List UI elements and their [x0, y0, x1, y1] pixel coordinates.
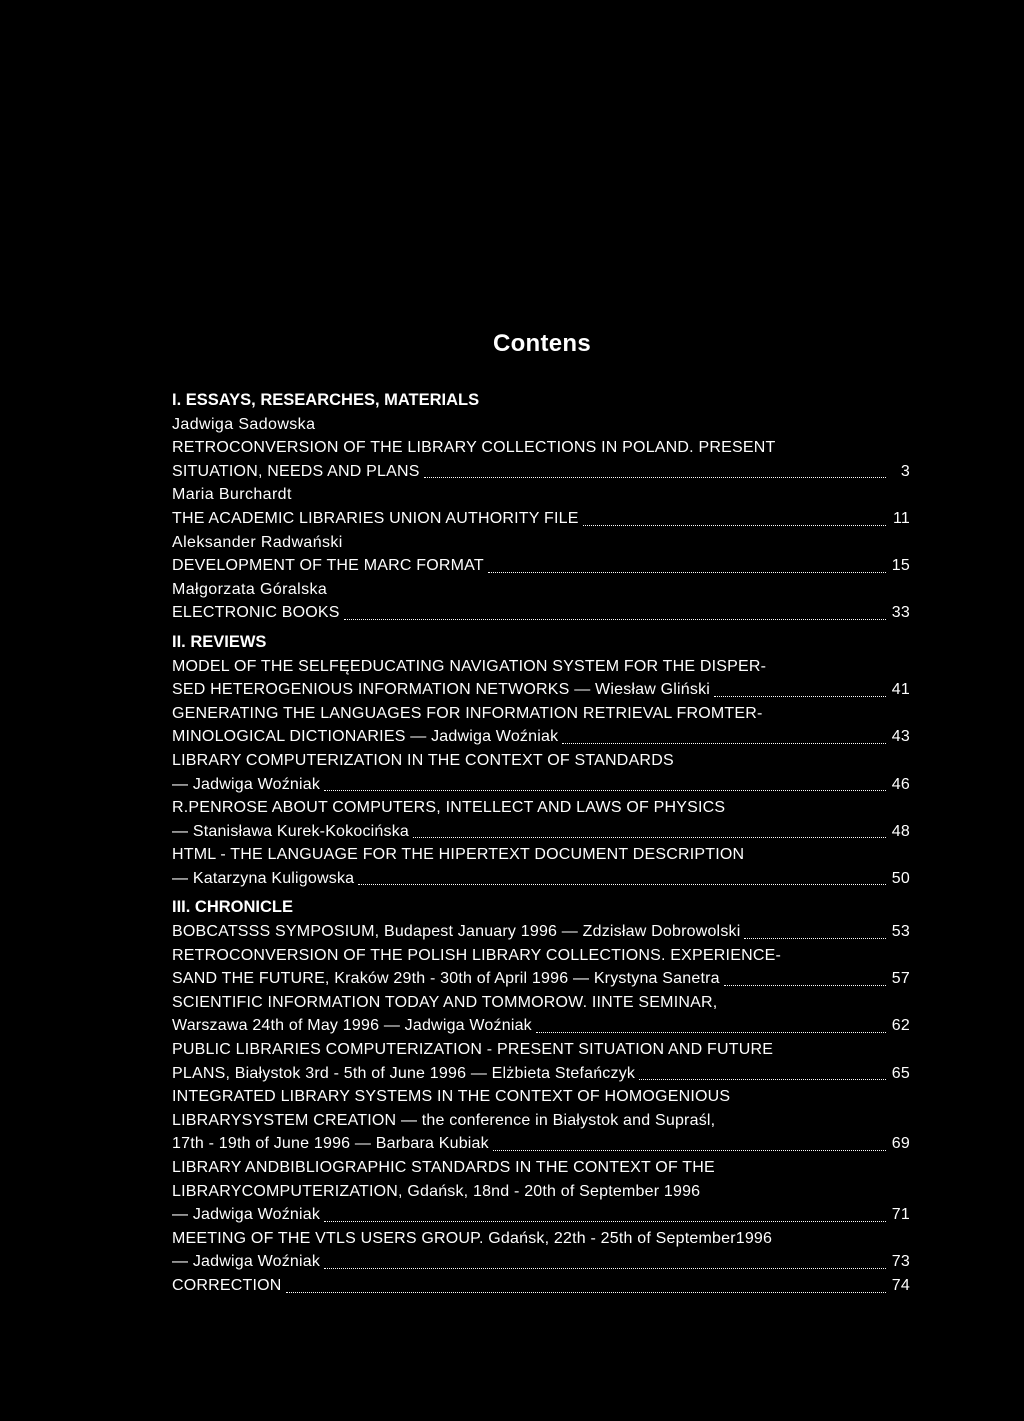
toc-entry[interactable]: — Stanisława Kurek-Kokocińska 48 — [172, 820, 910, 844]
entry-author: Małgorzata Góralska — [172, 580, 328, 598]
toc-entry[interactable]: DEVELOPMENT OF THE MARC FORMAT 15 — [172, 554, 910, 578]
toc-entry[interactable]: SITUATION, NEEDS AND PLANS 3 — [172, 460, 910, 484]
entry-title-line: LIBRARYSYSTEM CREATION — the conference in Białystok and Supraśl, — [172, 1111, 716, 1129]
toc-entry[interactable]: BOBCATSSS SYMPOSIUM, Budapest January 1996 — Zdzisław Dobrowolski 53 — [172, 920, 910, 944]
dot-leader — [424, 476, 886, 478]
page-number: 48 — [891, 822, 910, 840]
entry-title-line: INTEGRATED LIBRARY SYSTEMS IN THE CONTEXT OF HOMOGENIOUS — [172, 1088, 731, 1106]
entry-title-line: HTML - THE LANGUAGE FOR THE HIPERTEXT DOCUMENT DESCRIPTION — [172, 846, 745, 864]
toc-entry[interactable]: MINOLOGICAL DICTIONARIES — Jadwiga Woźniak 43 — [172, 725, 910, 749]
dot-leader — [583, 524, 886, 526]
dot-leader — [639, 1078, 886, 1080]
entry-author: Jadwiga Sadowska — [172, 415, 316, 433]
dot-leader — [413, 836, 886, 838]
entry-title-line: RETROCONVERSION OF THE LIBRARY COLLECTIONS IN POLAND. PRESENT — [172, 439, 776, 457]
entry-title-line: LIBRARY COMPUTERIZATION IN THE CONTEXT OF STANDARDS — [172, 751, 674, 769]
page-number: 11 — [892, 509, 910, 527]
page-number: 33 — [891, 604, 910, 622]
dot-leader — [536, 1031, 886, 1033]
toc-entry[interactable]: PLANS, Białystok 3rd - 5th of June 1996 — Elżbieta Stefańczyk 65 — [172, 1062, 910, 1086]
dot-leader — [714, 695, 886, 697]
dot-leader — [724, 984, 886, 986]
dot-leader — [344, 618, 886, 620]
page-title: Contens — [492, 330, 592, 357]
section-heading: II. REVIEWS — [172, 632, 267, 651]
dot-leader — [324, 789, 886, 791]
page-number: 73 — [891, 1253, 910, 1271]
page-number: 69 — [891, 1135, 910, 1153]
page-number: 3 — [900, 462, 910, 480]
toc-entry[interactable]: SED HETEROGENIOUS INFORMATION NETWORKS — Wiesław Gliński 41 — [172, 678, 910, 702]
page-number: 43 — [891, 728, 910, 746]
entry-title-line: R.PENROSE ABOUT COMPUTERS, INTELLECT AND LAWS OF PHYSICS — [172, 799, 726, 817]
page-number: 50 — [891, 869, 910, 887]
page-number: 41 — [891, 681, 910, 699]
entry-title-line: GENERATING THE LANGUAGES FOR INFORMATION RETRIEVAL FROMTER- — [172, 704, 763, 722]
entry-title-line: LIBRARY ANDBIBLIOGRAPHIC STANDARDS IN THE CONTEXT OF THE — [172, 1159, 715, 1176]
entry-title-line: MEETING OF THE VTLS USERS GROUP. Gdańsk, 22th - 25th of September1996 — [172, 1229, 773, 1247]
table-of-contents — [172, 389, 910, 1298]
toc-entry[interactable]: — Jadwiga Woźniak 46 — [172, 773, 910, 797]
page-number: 62 — [891, 1017, 910, 1035]
page-number: 74 — [891, 1276, 910, 1294]
dot-leader — [493, 1149, 886, 1151]
toc-entry[interactable]: — Jadwiga Woźniak 71 — [172, 1203, 910, 1227]
page-number: 53 — [891, 923, 910, 941]
page-number: 46 — [891, 775, 910, 793]
toc-entry[interactable]: THE ACADEMIC LIBRARIES UNION AUTHORITY FILE 11 — [172, 507, 910, 531]
toc-entry[interactable]: — Katarzyna Kuligowska 50 — [172, 867, 910, 891]
dot-leader — [286, 1291, 886, 1293]
toc-entry[interactable]: CORRECTION 74 — [172, 1274, 910, 1298]
page-number: 15 — [891, 557, 910, 575]
dot-leader — [358, 883, 886, 885]
entry-title-line: LIBRARYCOMPUTERIZATION, Gdańsk, 18nd - 20th of September 1996 — [172, 1182, 701, 1200]
dot-leader — [324, 1220, 886, 1222]
section-heading: I. ESSAYS, RESEARCHES, MATERIALS — [172, 391, 480, 409]
dot-leader — [324, 1267, 886, 1269]
section-heading: III. CHRONICLE — [172, 898, 294, 917]
entry-title-line: RETROCONVERSION OF THE POLISH LIBRARY COLLECTIONS. EXPERIENCE- — [172, 946, 781, 964]
toc-entry[interactable]: Warszawa 24th of May 1996 — Jadwiga Woźniak 62 — [172, 1014, 910, 1038]
page-number: 71 — [891, 1206, 910, 1224]
entry-author: Maria Burchardt — [172, 486, 292, 504]
toc-entry[interactable]: SAND THE FUTURE, Kraków 29th - 30th of April 1996 — Krystyna Sanetra 57 — [172, 967, 910, 991]
toc-entry[interactable]: 17th - 19th of June 1996 — Barbara Kubiak 69 — [172, 1132, 910, 1156]
dot-leader — [744, 937, 886, 939]
page-number: 57 — [891, 970, 910, 988]
toc-entry[interactable]: — Jadwiga Woźniak 73 — [172, 1250, 910, 1274]
entry-title-line: SCIENTIFIC INFORMATION TODAY AND TOMMOROW. IINTE SEMINAR, — [172, 993, 718, 1011]
page-number: 65 — [891, 1064, 910, 1082]
dot-leader — [562, 742, 886, 744]
entry-title-line: PUBLIC LIBRARIES COMPUTERIZATION - PRESENT SITUATION AND FUTURE — [172, 1041, 774, 1059]
dot-leader — [488, 571, 886, 573]
entry-title-line: MODEL OF THE SELFĘEDUCATING NAVIGATION SYSTEM FOR THE DISPER- — [172, 657, 767, 675]
entry-author: Aleksander Radwański — [172, 533, 343, 551]
toc-entry[interactable]: ELECTRONIC BOOKS 33 — [172, 601, 910, 625]
